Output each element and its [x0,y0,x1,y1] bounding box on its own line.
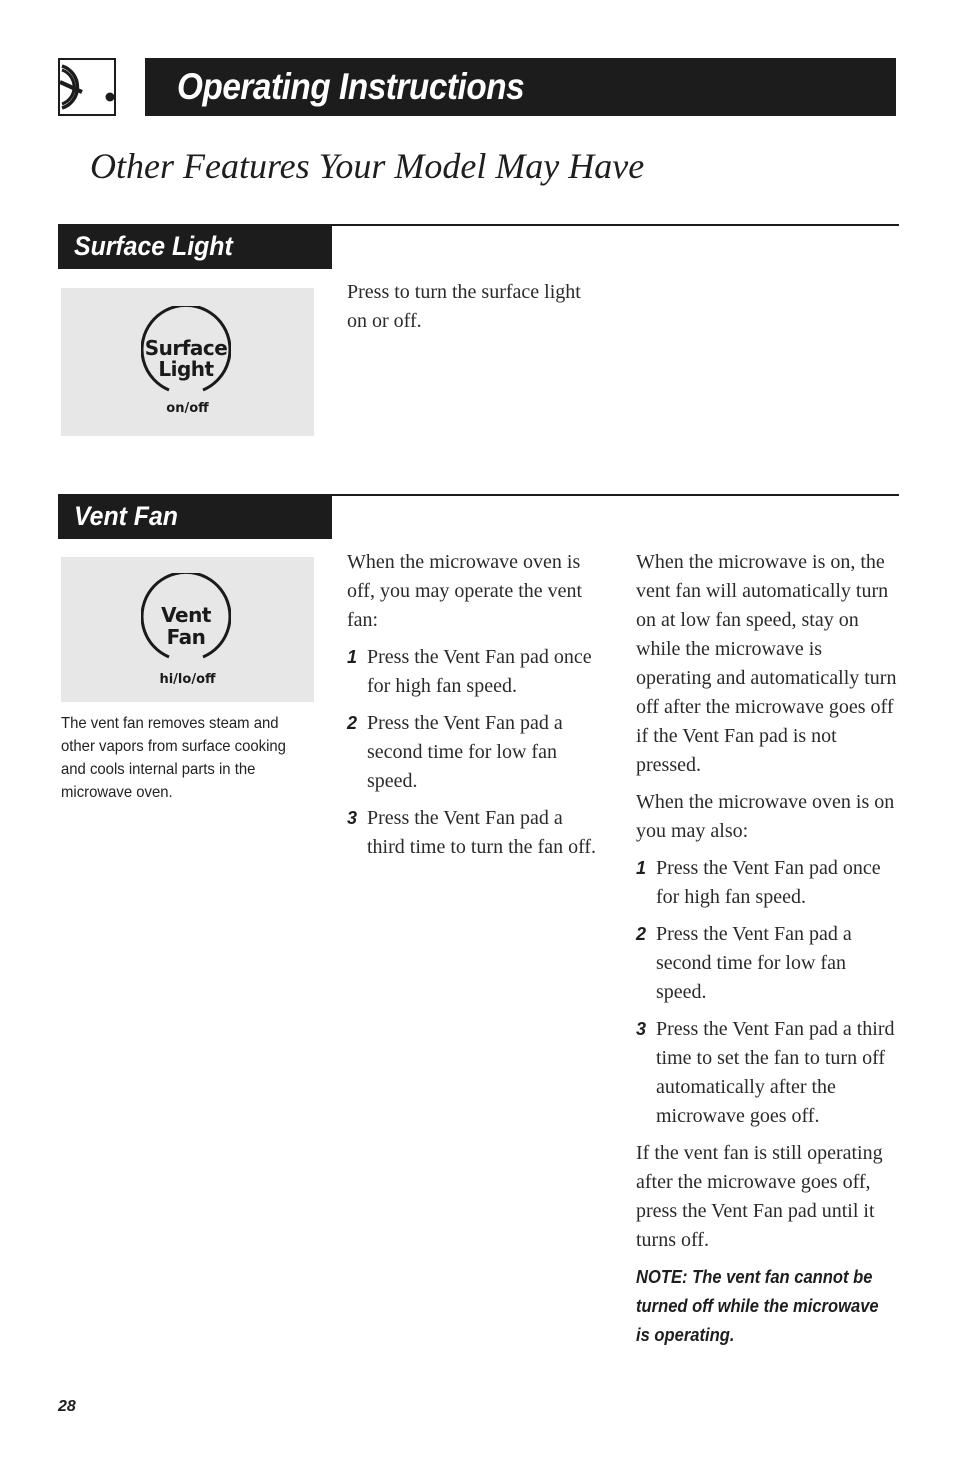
step-number: 3 [636,1019,647,1039]
cooktop-control-icon [58,58,116,116]
vent-fan-col1-step [347,643,605,701]
surface-light-heading-bar [58,225,332,269]
vent-fan-col2-step [636,1015,898,1131]
step-text: Press the Vent Fan pad once for high fan speed. [367,646,592,697]
vent-fan-caption: The vent fan removes steam and other vapors from surface cooking and cools internal parts in the microwave oven. [61,715,286,801]
step-text: Press the Vent Fan pad a third time to turn the fan off. [367,807,597,858]
surface-light-pad-line1: Surface [144,336,228,360]
step-number: 1 [636,858,647,878]
vent-fan-col1-step [347,804,605,862]
surface-light-description [347,278,597,344]
vent-fan-col1-step [347,709,605,796]
vent-fan-col2-step [636,854,898,912]
vent-fan-pad [141,573,231,663]
step-number: 1 [347,647,358,667]
vent-fan-pad-panel [61,557,314,702]
vent-fan-pad-line1: Vent [161,603,211,627]
step-text: Press the Vent Fan pad a third time to set the fan to turn off automatically after the microwave goes off. [656,1018,895,1127]
section-subtitle: Other Features Your Model May Have [90,146,645,186]
vent-fan-col2-step [636,920,898,1007]
vent-fan-pad-line2: Fan [166,625,206,649]
step-text: Press the Vent Fan pad a second time for low fan speed. [367,712,563,792]
step-number: 2 [347,713,358,733]
vent-fan-heading-bar [58,495,332,539]
step-number: 2 [636,924,647,944]
surface-light-pad-sublabel: on/off [166,401,209,416]
surface-light-pad-panel [61,288,314,436]
surface-light-pad [141,306,231,396]
page-title: Operating Instructions [177,66,525,107]
step-number: 3 [347,808,358,828]
vent-fan-col2-intro: When the microwave is on, the vent fan will automatically turn on at low fan speed, stay on while the microwave is operating and automatically turn off after the microwave goes off if the Vent Fan pad is not pressed. [636,551,897,776]
step-text: Press the Vent Fan pad once for high fan speed. [656,857,881,908]
surface-light-pad-line2: Light [158,357,214,381]
vent-fan-col2-outro: If the vent fan is still operating after the microwave goes off, press the Vent Fan pad until it turns off. [636,1142,883,1251]
vent-fan-column-2 [636,548,898,1350]
page-number: 28 [58,1398,76,1415]
vent-fan-heading: Vent Fan [74,501,178,531]
vent-fan-column-1 [347,548,605,870]
surface-light-text: Press to turn the surface light on or off. [347,281,581,332]
vent-fan-col1-intro: When the microwave oven is off, you may operate the vent fan: [347,551,583,631]
vent-fan-col2-intro2: When the microwave oven is on you may also: [636,791,895,842]
surface-light-heading: Surface Light [74,231,233,261]
vent-fan-note: NOTE: The vent fan cannot be turned off while the microwave is operating. [636,1267,879,1345]
title-bar [145,58,896,116]
vent-fan-pad-sublabel: hi/lo/off [159,672,216,687]
step-text: Press the Vent Fan pad a second time for low fan speed. [656,923,852,1003]
